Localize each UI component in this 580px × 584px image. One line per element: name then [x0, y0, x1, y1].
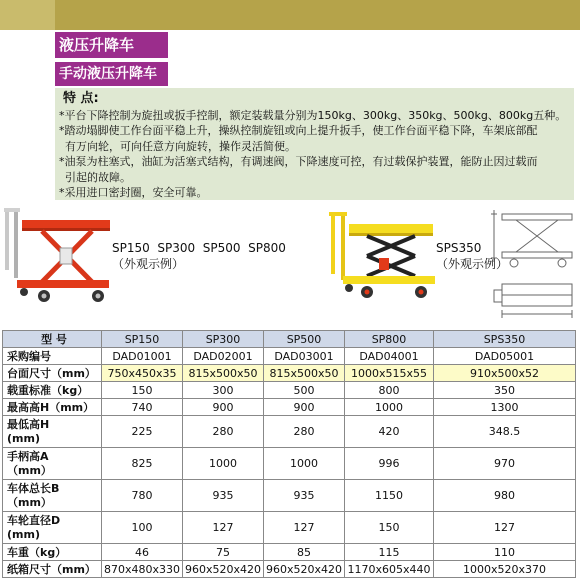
table-row — [3, 399, 576, 416]
table-cell: 910x500x52 — [434, 365, 576, 382]
row-label: 纸箱尺寸（mm） — [3, 561, 102, 578]
table-row — [3, 480, 576, 512]
table-cell: DAD02001 — [183, 348, 264, 365]
table-cell: 1000x520x370 — [434, 561, 576, 578]
top-banner — [0, 0, 580, 30]
left-product-labels — [112, 240, 286, 272]
row-label: 最低高H (mm) — [3, 416, 102, 448]
table-cell: 46 — [102, 544, 183, 561]
table-row — [3, 382, 576, 399]
features-heading: 特 点: — [63, 91, 99, 106]
table-row — [3, 544, 576, 561]
table-cell: 900 — [183, 399, 264, 416]
table-cell: 150 — [345, 512, 434, 544]
table-cell: 1000 — [264, 448, 345, 480]
table-cell: 150 — [102, 382, 183, 399]
row-label: 台面尺寸（mm） — [3, 365, 102, 382]
table-cell: 935 — [264, 480, 345, 512]
table-cell: 1000x515x55 — [345, 365, 434, 382]
table-cell: 960x520x420 — [183, 561, 264, 578]
table-cell: 115 — [345, 544, 434, 561]
table-cell: 350 — [434, 382, 576, 399]
table-cell: 500 — [264, 382, 345, 399]
row-label: 车体总长B （mm） — [3, 480, 102, 512]
row-label: 最高高H（mm） — [3, 399, 102, 416]
table-cell: 280 — [183, 416, 264, 448]
table-cell: 935 — [183, 480, 264, 512]
table-cell: 1150 — [345, 480, 434, 512]
table-cell: 85 — [264, 544, 345, 561]
feature-line: *油泵为柱塞式，油缸为活塞式结构，有调速阀，下降速度可控，有过载保护装置，能防止因过载而 — [59, 155, 538, 168]
table-row — [3, 561, 576, 578]
table-cell: DAD04001 — [345, 348, 434, 365]
table-cell: 300 — [183, 382, 264, 399]
table-cell: 996 — [345, 448, 434, 480]
red-lift-table-image — [2, 204, 112, 304]
table-cell: 825 — [102, 448, 183, 480]
row-label: 载重标准（kg） — [3, 382, 102, 399]
table-cell: 740 — [102, 399, 183, 416]
table-header-cell: 型 号 — [3, 331, 102, 348]
table-cell: 1000 — [183, 448, 264, 480]
dimension-drawing — [488, 206, 578, 324]
table-cell: 870x480x330 — [102, 561, 183, 578]
table-header-cell: SP500 — [264, 331, 345, 348]
row-label: 手柄高A （mm） — [3, 448, 102, 480]
table-cell: 780 — [102, 480, 183, 512]
table-cell: 800 — [345, 382, 434, 399]
row-label: 车重（kg） — [3, 544, 102, 561]
table-cell: 815x500x50 — [183, 365, 264, 382]
table-cell: DAD03001 — [264, 348, 345, 365]
table-row — [3, 448, 576, 480]
table-cell: 420 — [345, 416, 434, 448]
table-row — [3, 365, 576, 382]
table-cell: 127 — [183, 512, 264, 544]
left-product-note: （外观示例） — [112, 257, 185, 271]
right-product-note: （外观示例） — [436, 257, 509, 271]
table-cell: 348.5 — [434, 416, 576, 448]
table-cell: 280 — [264, 416, 345, 448]
table-header-cell: SP300 — [183, 331, 264, 348]
table-header-row — [3, 331, 576, 348]
yellow-lift-table-image — [327, 210, 435, 302]
table-cell: DAD05001 — [434, 348, 576, 365]
table-header-cell: SP150 — [102, 331, 183, 348]
top-banner-strip — [0, 0, 55, 30]
table-cell: 980 — [434, 480, 576, 512]
table-cell: 225 — [102, 416, 183, 448]
spec-table — [2, 330, 576, 578]
table-cell: 110 — [434, 544, 576, 561]
table-cell: 1170x605x440 — [345, 561, 434, 578]
table-cell: 127 — [264, 512, 345, 544]
table-header-cell: SPS350 — [434, 331, 576, 348]
table-cell: 75 — [183, 544, 264, 561]
feature-line: *平台下降控制为旋扭或扳手控制，额定装载量分别为150kg、300kg、350kg、500kg、800kg五种。 — [59, 108, 567, 122]
feature-line: *踏动塌脚使工作台面平稳上升，操纵控制旋钮或向上提升扳手，使工作台面平稳下降，车架底部配 — [59, 124, 538, 137]
table-cell: 815x500x50 — [264, 365, 345, 382]
features-box — [55, 88, 574, 200]
table-cell: 960x520x420 — [264, 561, 345, 578]
table-header-cell: SP800 — [345, 331, 434, 348]
table-cell: 1300 — [434, 399, 576, 416]
row-label: 采购编号 — [3, 348, 102, 365]
table-cell: 127 — [434, 512, 576, 544]
feature-line: 引起的故障。 — [65, 170, 131, 184]
feature-line: 有万向轮，可向任意方向旋转，操作灵活简便。 — [65, 139, 296, 153]
left-product-models: SP150 SP300 SP500 SP800 — [112, 241, 286, 255]
table-cell: 1000 — [345, 399, 434, 416]
table-row — [3, 512, 576, 544]
table-cell: 900 — [264, 399, 345, 416]
table-cell: 970 — [434, 448, 576, 480]
table-cell: 100 — [102, 512, 183, 544]
row-label: 车轮直径D (mm) — [3, 512, 102, 544]
table-row — [3, 348, 576, 365]
page-subtitle: 手动液压升降车 — [55, 62, 168, 86]
table-row — [3, 416, 576, 448]
right-product-model: SPS350 — [436, 241, 482, 255]
feature-line: *采用进口密封圈，安全可靠。 — [59, 186, 208, 199]
table-cell: 750x450x35 — [102, 365, 183, 382]
table-cell: DAD01001 — [102, 348, 183, 365]
page-title: 液压升降车 — [55, 32, 168, 58]
